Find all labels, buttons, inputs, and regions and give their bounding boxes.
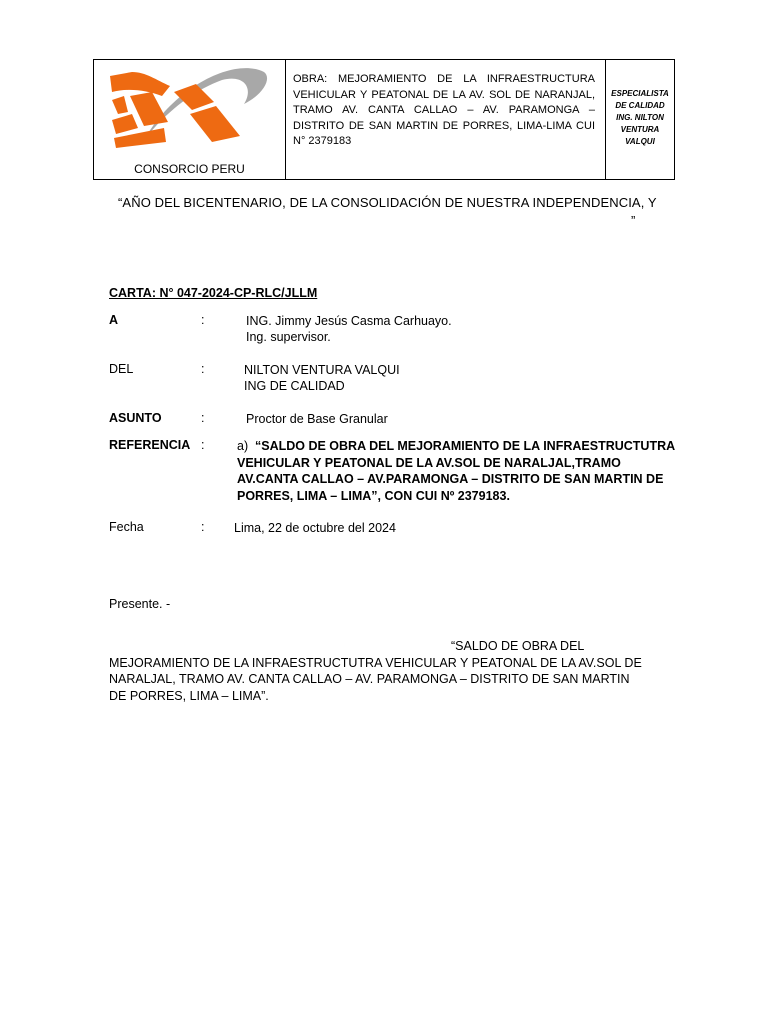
field-colon: :: [201, 438, 205, 452]
header-table: [93, 59, 675, 180]
field-label: A: [109, 313, 119, 327]
presente-greeting: Presente. -: [109, 597, 171, 611]
especialista-line: VENTURA: [620, 125, 660, 134]
body-first-line: “SALDO DE OBRA DEL: [451, 639, 585, 653]
consorcio-logo: [104, 62, 274, 162]
ref-text: “SALDO DE OBRA DEL MEJORAMIENTO DE LA INFRAESTRUCTUTRA VEHICULAR Y PEATONAL DE LA AV.SOL DE NARALJAL,TRAMO AV.CANTA CALLAO – AV.PARAMONGA – DISTRITO DE SAN MARTIN DE PORRES, LIMA – LIMA”, CON CUI Nº 2379183.: [237, 439, 675, 503]
logo-cell: [94, 60, 286, 179]
especialista-line: ESPECIALISTA: [611, 89, 669, 98]
field-label: DEL: [109, 362, 134, 376]
body-paragraph: [109, 638, 649, 704]
company-name: CONSORCIO PERU: [134, 162, 245, 176]
field-colon: :: [201, 313, 205, 327]
especialista-line: ING. NILTON: [616, 113, 664, 122]
anio-heading: “AÑO DEL BICENTENARIO, DE LA CONSOLIDACIÓN DE NUESTRA INDEPENDENCIA, Y: [118, 195, 657, 210]
field-colon: :: [201, 520, 205, 534]
especialista-box: [606, 60, 674, 179]
field-value: Ing. supervisor.: [246, 330, 331, 344]
anio-closing-quote: ”: [631, 213, 636, 228]
obra-description: OBRA: MEJORAMIENTO DE LA INFRAESTRUCTURA VEHICULAR Y PEATONAL DE LA AV. SOL DE NARANJAL, TRAMO AV. CANTA CALLAO – AV. PARAMONGA – DISTRITO DE SAN MARTIN DE PORRES, LIMA-LIMA CUI N° 2379183: [286, 60, 606, 179]
field-label: ASUNTO: [109, 411, 162, 425]
especialista-line: DE CALIDAD: [615, 101, 665, 110]
body-rest: MEJORAMIENTO DE LA INFRAESTRUCTUTRA VEHICULAR Y PEATONAL DE LA AV.SOL DE NARALJAL, TRAMO AV. CANTA CALLAO – AV. PARAMONGA – DISTRITO DE SAN MARTIN DE PORRES, LIMA – LIMA”.: [109, 655, 642, 703]
field-value: NILTON VENTURA VALQUI: [244, 363, 400, 377]
field-label: Fecha: [109, 520, 144, 534]
especialista-line: VALQUI: [625, 137, 655, 146]
carta-number: CARTA: N° 047-2024-CP-RLC/JLLM: [109, 286, 318, 300]
field-label: REFERENCIA: [109, 438, 191, 452]
field-value: Lima, 22 de octubre del 2024: [234, 521, 396, 535]
ref-prefix: a): [237, 439, 249, 453]
field-colon: :: [201, 411, 205, 425]
field-value: Proctor de Base Granular: [246, 412, 388, 426]
field-value: ING. Jimmy Jesús Casma Carhuayo.: [246, 314, 452, 328]
field-value: ING DE CALIDAD: [244, 379, 345, 393]
field-colon: :: [201, 362, 205, 376]
